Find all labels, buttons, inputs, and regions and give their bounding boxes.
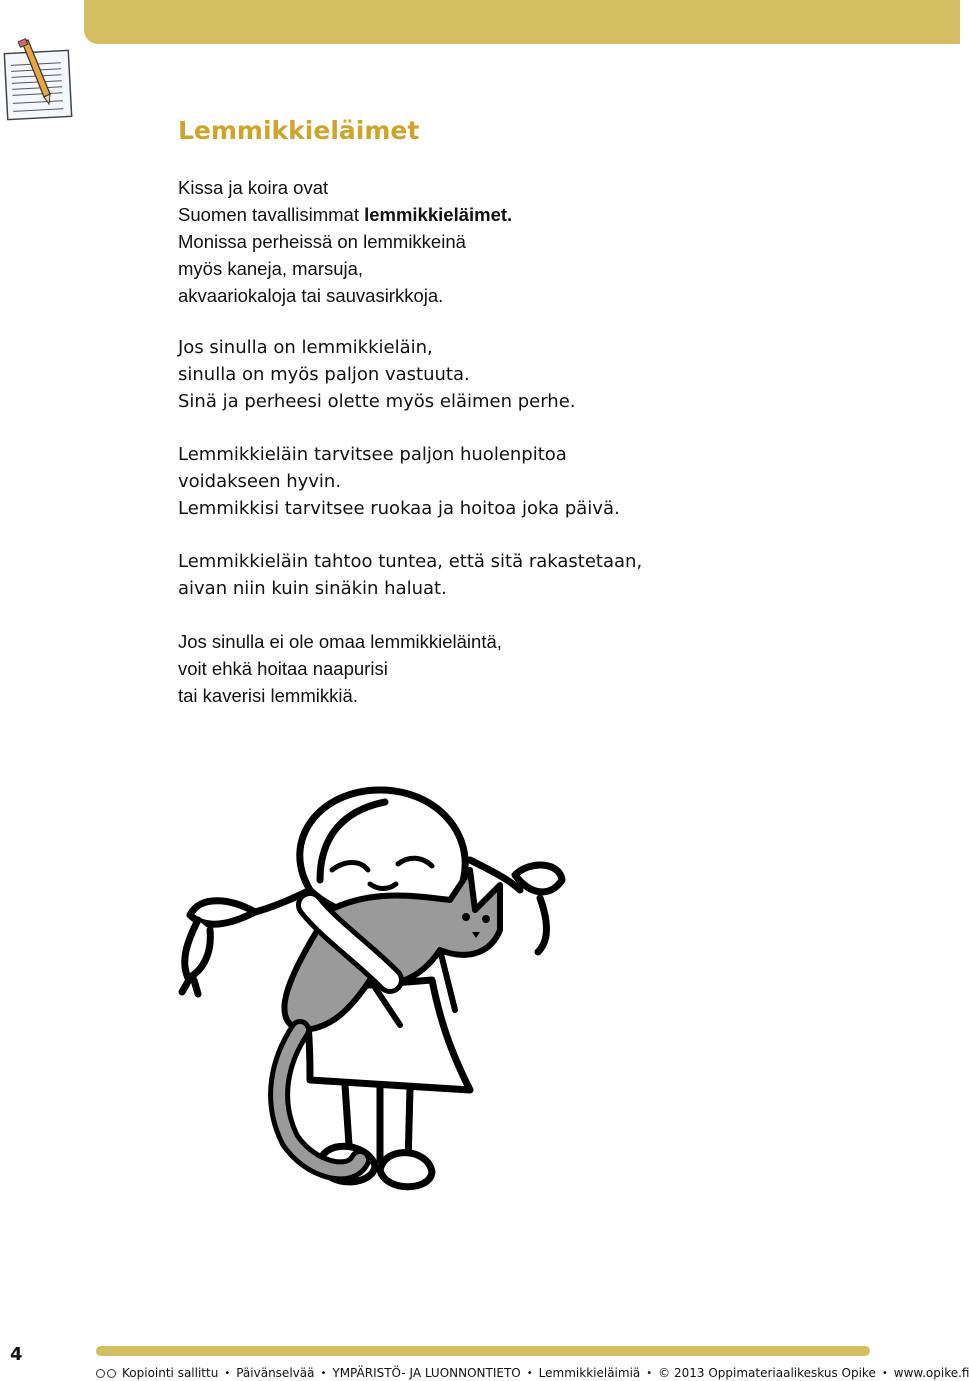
paragraph-love <box>178 548 642 602</box>
bullet-icon: • <box>646 1367 653 1379</box>
text-line: aivan niin kuin sinäkin haluat. <box>178 578 447 599</box>
text-line: voidakseen hyvin. <box>178 471 342 492</box>
paragraph-intro <box>178 174 512 309</box>
footer-item: © 2013 Oppimateriaalikeskus Opike <box>658 1366 876 1380</box>
bullet-icon: • <box>320 1367 327 1379</box>
notepad-pencil-icon <box>0 38 84 128</box>
page-title: Lemmikkieläimet <box>178 116 420 145</box>
paragraph-care <box>178 441 620 522</box>
text-line: Lemmikkieläin tarvitsee paljon huolenpitoa <box>178 444 567 465</box>
footer-item: Päivänselvää <box>236 1366 315 1380</box>
footer-item: Lemmikkieläimiä <box>538 1366 641 1380</box>
footer <box>96 1366 969 1380</box>
text-segment: Suomen tavallisimmat <box>178 204 365 225</box>
bold-term: lemmikkieläimet. <box>364 204 513 225</box>
text-line <box>178 201 512 228</box>
text-line: Jos sinulla ei ole omaa lemmikkieläintä, <box>178 631 502 652</box>
girl-holding-cat-illustration <box>170 780 580 1230</box>
footer-link[interactable]: www.opike.fi <box>893 1366 969 1380</box>
bullet-icon: • <box>224 1367 231 1379</box>
text-line: akvaariokaloja tai sauvasirkkoja. <box>178 285 444 306</box>
header-band <box>84 0 960 44</box>
text-line: Sinä ja perheesi olette myös eläimen perhe. <box>178 391 576 412</box>
text-line: tai kaverisi lemmikkiä. <box>178 685 358 706</box>
footer-band <box>96 1346 870 1356</box>
bullet-icon: • <box>881 1367 888 1379</box>
footer-item: YMPÄRISTÖ- JA LUONNONTIETO <box>332 1366 521 1380</box>
bullet-icon: • <box>526 1367 533 1379</box>
footer-item: Kopiointi sallittu <box>122 1366 219 1380</box>
paragraph-responsibility <box>178 334 576 415</box>
text-line: Lemmikkisi tarvitsee ruokaa ja hoitoa joka päivä. <box>178 498 620 519</box>
text-line: Kissa ja koira ovat <box>178 177 329 198</box>
paragraph-neighbor <box>178 628 502 709</box>
text-line: myös kaneja, marsuja, <box>178 258 364 279</box>
text-line: sinulla on myös paljon vastuuta. <box>178 364 470 385</box>
text-line: Lemmikkieläin tahtoo tuntea, että sitä rakastetaan, <box>178 551 643 572</box>
page-number: 4 <box>10 1344 23 1365</box>
text-line: Jos sinulla on lemmikkieläin, <box>178 337 433 358</box>
text-line: voit ehkä hoitaa naapurisi <box>178 658 388 679</box>
circles-icon <box>96 1369 116 1378</box>
text-line: Monissa perheissä on lemmikkeinä <box>178 231 466 252</box>
